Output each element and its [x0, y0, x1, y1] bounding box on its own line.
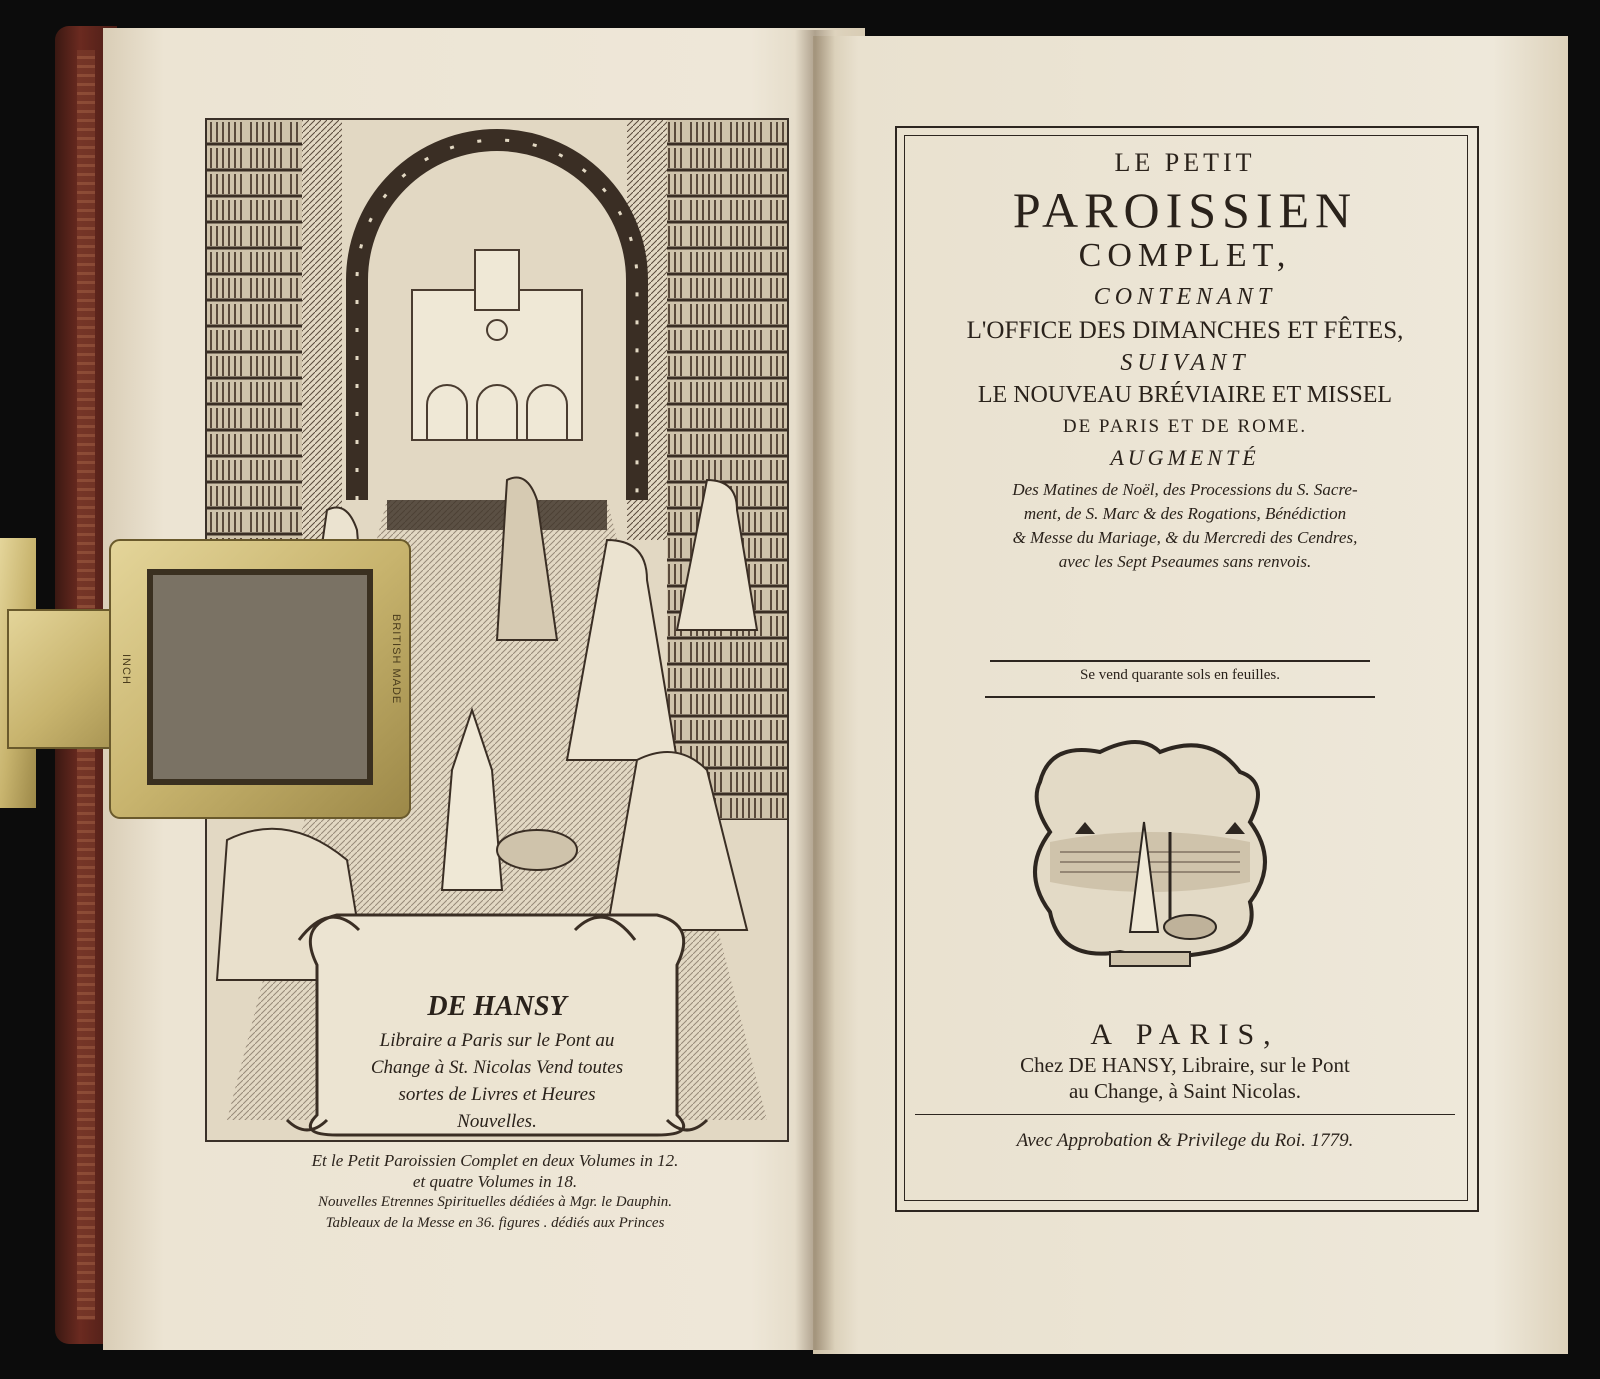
description-line: Des Matines de Noël, des Processions du S. Sacre- [1012, 480, 1358, 499]
caption-line: Et le Petit Paroissien Complet en deux Volumes in 12. [311, 1151, 679, 1170]
caption-line: Tableaux de la Messe en 36. figures . dédiés aux Princes [325, 1215, 665, 1231]
caption-line: et quatre Volumes in 18. [412, 1172, 578, 1191]
caption-line: Nouvelles Etrennes Spirituelles dédiées à Mgr. le Dauphin. [318, 1194, 672, 1210]
title-line-paris-rome: DE PARIS ET DE ROME. [1062, 416, 1308, 437]
description-line: avec les Sept Pseaumes sans renvois. [1058, 552, 1312, 571]
imprint-city: A PARIS, [1090, 1018, 1280, 1051]
imprint [905, 1018, 1465, 1104]
rule-imprint [915, 1114, 1455, 1115]
description-line: & Messe du Mariage, & du Mercredi des Cendres, [1012, 528, 1358, 547]
bookmark-label-inch: INCH [120, 654, 132, 685]
title-line-breviaire: LE NOUVEAU BRÉVIAIRE ET MISSEL [977, 382, 1393, 408]
bookmark-label-made: BRITISH MADE [390, 614, 402, 705]
price-line: Se vend quarante sols en feuilles. [1080, 667, 1280, 683]
title-line-suivant: SUIVANT [1120, 350, 1250, 376]
description-line: ment, de S. Marc & des Rogations, Bénédiction [1023, 504, 1347, 523]
book-gutter [795, 30, 835, 1350]
frontispiece-caption [205, 1150, 785, 1234]
title-line-complet: COMPLET, [1078, 237, 1292, 274]
title-description [905, 478, 1465, 574]
approbation-line: Avec Approbation & Privilege du Roi. 1779. [1016, 1130, 1354, 1151]
publisher-line: Chez DE HANSY, Libraire, sur le Pont [1020, 1053, 1350, 1077]
cartouche-text [312, 1027, 682, 1135]
rule-top [990, 660, 1370, 662]
title-vignette [1000, 722, 1300, 982]
cartouche-line: sortes de Livres et Heures [398, 1084, 596, 1105]
brass-bookmark [0, 538, 420, 820]
cartouche-line: Libraire a Paris sur le Pont au [379, 1030, 615, 1051]
title-line-augmente: AUGMENTÉ [1110, 445, 1260, 470]
cartouche [312, 965, 682, 1130]
cartouche-line: Nouvelles. [457, 1111, 537, 1132]
cartouche-line: Change à St. Nicolas Vend toutes [370, 1057, 624, 1078]
title-line-le-petit: LE PETIT [1114, 148, 1256, 177]
title-line-contenant: CONTENANT [1093, 284, 1277, 310]
title-line-office: L'OFFICE DES DIMANCHES ET FÊTES, [966, 317, 1404, 344]
title-page-text [905, 140, 1465, 574]
title-line-paroissien: PAROISSIEN [1012, 182, 1358, 238]
publisher-line: au Change, à Saint Nicolas. [1068, 1079, 1302, 1103]
rule-bottom [985, 696, 1375, 698]
cartouche-title: DE HANSY [427, 991, 567, 1022]
